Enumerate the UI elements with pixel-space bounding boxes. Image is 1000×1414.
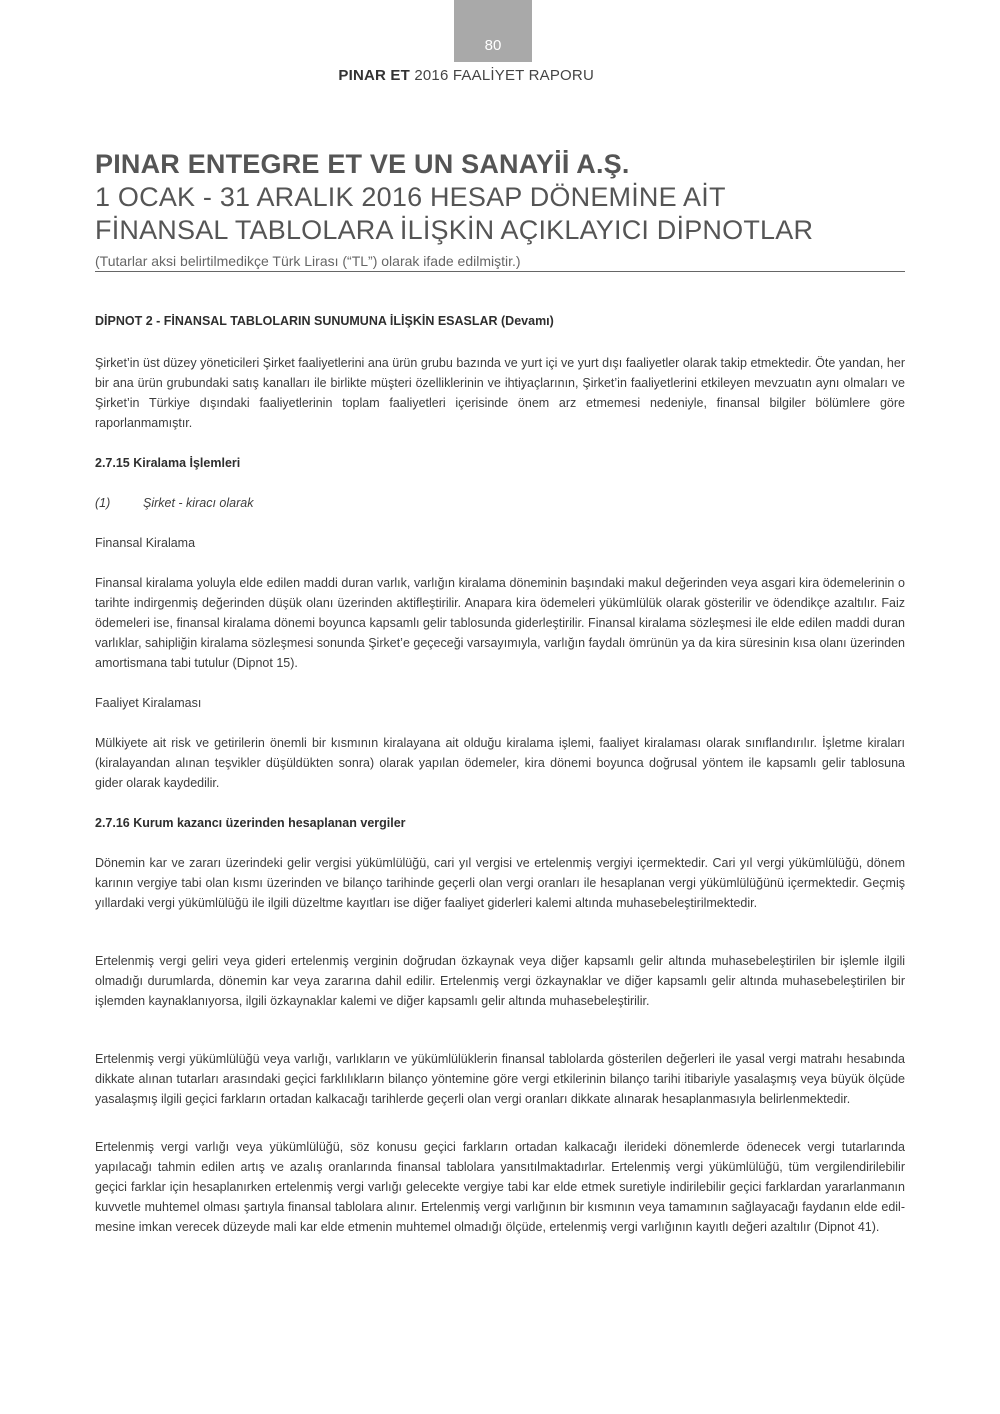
- tax-paragraph-4: Ertelenmiş vergi varlığı veya yükümlülüğü, söz konusu geçici farkların ortadan kalkacağı ilerideki dönemlerde ödenecek vergi tutarlarında yapılacağı tahmin edilen artış ve azalış oranlarında finansal tablolara yansıtılmaktadırlar. Ertelenmiş vergi yükümlülüğü, tüm vergilendirilebilir geçici farklar için hesaplanırken ertelenmiş vergi varlığı gelecekte vergiye tabi kar elde etmek suretiyle indirilebilir geçici farklardan yararlanmanın kuvvetle muhtemel olması şartıyla finansal tablolara alınır. Ertelenmiş vergi varlığının bir kısmının veya tamamının sağlayacağı faydanın elde edil-mesine imkan verecek düzeyde mali kar elde etmenin muhtemel olmadığı ölçüde, ertelenmiş vergi varlığının kayıtlı değeri azaltılır (Dipnot 41).: [95, 1140, 905, 1234]
- operating-lease-title: Faaliyet Kiralaması: [95, 696, 202, 710]
- currency-note: (Tutarlar aksi belirtilmedikçe Türk Lirası (“TL”) olarak ifade edilmiştir.): [95, 253, 905, 272]
- lessee-item-text: Şirket - kiracı olarak: [143, 496, 254, 510]
- document-body: [95, 311, 905, 1237]
- tax-paragraph-2: Ertelenmiş vergi geliri veya gideri ertelenmiş verginin doğrudan özkaynak veya diğer kapsamlı gelir altında muhasebeleştirilen bir işlemle ilgili olmadığı durumlarda, dönemin kar veya zararına dahil edilir. Ertelenmiş vergi özkaynaklar ve diğer kapsamlı gelir altında muhasebeleştirilen bir işlemden kaynaklanıyorsa, ilgili özkaynaklar kalemi ve diğer kapsamlı gelir altında muhasebeleştirilir.: [95, 954, 905, 1008]
- period-title: 1 OCAK - 31 ARALIK 2016 HESAP DÖNEMİNE AİT: [95, 182, 726, 212]
- page-number-tab: [454, 0, 532, 62]
- report-header-title: 2016 FAALİYET RAPORU: [409, 67, 594, 84]
- subject-title: FİNANSAL TABLOLARA İLİŞKİN AÇIKLAYICI DİPNOTLAR: [95, 215, 814, 245]
- segments-paragraph: Şirket’in üst düzey yöneticileri Şirket faaliyetlerini ana ürün grubu bazında ve yurt içi ve yurt dışı faaliyetler olarak takip etmektedir. Öte yandan, her bir ana ürün grubundaki satış kanalları ile birlikte müşteri özelliklerinin ve ihtiyaçlarının, Şirket’in faaliyetlerini etkileyen mevzuatın aynı olmaları ve Şirket’in Türkiye dışındaki faaliyetlerinin toplam faaliyetleri içerisinde önem arz etmemesi nedeniyle, finansal bilgiler bölümlere göre raporlanmamıştır.: [95, 356, 905, 430]
- tax-paragraph-3: Ertelenmiş vergi yükümlülüğü veya varlığı, varlıkların ve yükümlülüklerin finansal tablolarda gösterilen değerleri ile yasal vergi matrahı hesabında dikkate alınan tutarları arasındaki geçici farklılıkların bilanço yöntemine göre vergi etkilerinin bilanço tarihi itibariyle yasalaşmış veya büyük ölçüde yasalaşmış ilgili geçici farkların ortadan kalkacağı tarihlerde geçerli olan vergi oranları dikkate alınarak hesaplanmasıyla belirlenmektedir.: [95, 1052, 905, 1106]
- tax-paragraph-1: Dönemin kar ve zararı üzerindeki gelir vergisi yükümlülüğü, cari yıl vergisi ve ertelenmiş vergiyi içermektedir. Cari yıl vergi yükümlülüğü, dönem karının vergiye tabi olan kısmı üzerinden ve bilanço tarihinde geçerli olan vergi oranları ile hesaplanan vergi yükümlülüğünü içermektedir. Geçmiş yıllardaki vergi yükümlülüğü ile ilgili düzeltme kayıtları ise diğer faaliyet giderleri kalemi altında muhasebeleştirilmektedir.: [95, 856, 905, 910]
- document-title-block: [95, 148, 905, 272]
- lessee-item-number: (1): [95, 496, 111, 510]
- finance-lease-title: Finansal Kiralama: [95, 536, 196, 550]
- finance-lease-paragraph: Finansal kiralama yoluyla elde edilen maddi duran varlık, varlığın kiralama döneminin başındaki makul değerinden veya asgari kira ödemelerinin o tarihte indirgenmiş değerinden düşük olanı üzerinden aktifleştirilir. Anapara kira ödemeleri yükümlülük olarak gösterilir ve ödendikçe azaltılır. Faiz ödemeleri ise, finansal kiralama dönemi boyunca kapsamlı gelir tablosunda giderleştirilir. Finansal kiralama sözleşmesi ile elde edilen maddi duran varlıklar, sahipliğin kiralama sözleşmesi sonunda Şirket’e geçeceği varsayımıyla, varlığın faydalı ömrünün ya da kira süresinin kısa olanı üzerinden amortismana tabi tutulur (Dipnot 15).: [95, 576, 905, 670]
- leasing-heading: 2.7.15 Kiralama İşlemleri: [95, 456, 241, 470]
- report-header-company: PINAR ET: [338, 67, 410, 84]
- note-heading: DİPNOT 2 - FİNANSAL TABLOLARIN SUNUMUNA İLİŞKİN ESASLAR (Devamı): [95, 314, 554, 328]
- page-number: 80: [484, 37, 502, 54]
- report-header: [338, 67, 594, 84]
- operating-lease-paragraph: Mülkiyete ait risk ve getirilerin önemli bir kısmının kiralayana ait olduğu kiralama işlemi, faaliyet kiralaması olarak sınıflandırılır. İşletme kiraları (kiralayandan alınan teşvikler düşüldükten sonra) olarak yapılan ödemeler, kira dönemi boyunca doğrusal yöntem ile kapsamlı gelir tablosuna gider olarak kaydedilir.: [95, 736, 905, 790]
- lessee-item: [95, 493, 905, 513]
- tax-heading: 2.7.16 Kurum kazancı üzerinden hesaplanan vergiler: [95, 816, 406, 830]
- company-title: PINAR ENTEGRE ET VE UN SANAYİİ A.Ş.: [95, 149, 630, 179]
